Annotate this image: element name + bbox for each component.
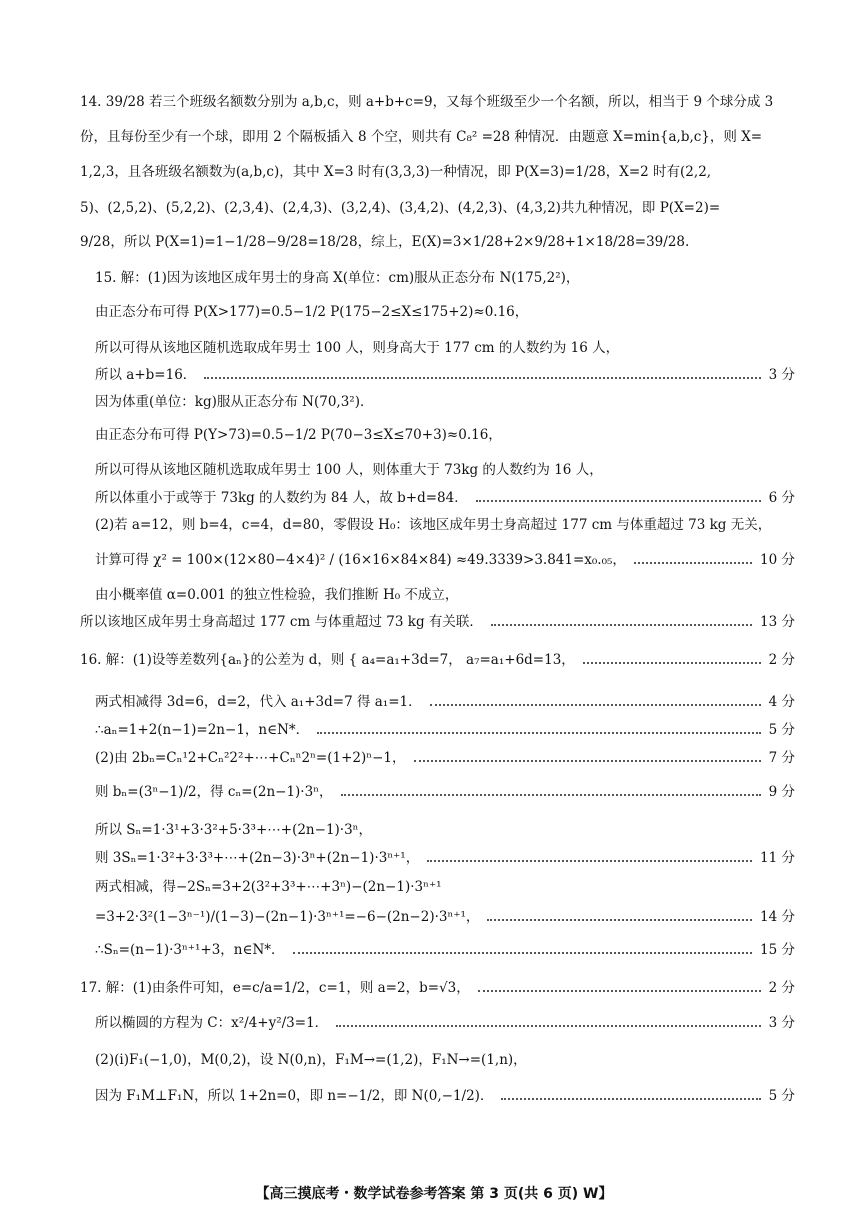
text-line-q14-l5 — [80, 232, 795, 252]
line-text: 两式相减，得−2Sₙ=3+2(3²+3³+⋯+3ⁿ)−(2n−1)·3ⁿ⁺¹ — [95, 879, 442, 895]
line-text: 所以椭圆的方程为 C：x²/4+y²/3=1． — [95, 1015, 329, 1031]
text-line-q16-l2 — [95, 692, 795, 712]
text-line-q15-l6 — [95, 425, 795, 445]
line-text: 计算可得 χ² = 100×(12×80−4×4)² / (16×16×84×84) ≈49.3339>3.841=x₀.₀₅， — [95, 552, 626, 568]
text-line-q16-l6 — [95, 820, 795, 840]
score-label: 7 分 — [768, 750, 795, 766]
line-text: ∴Sₙ=(n−1)·3ⁿ⁺¹+3，n∈N*． — [95, 942, 285, 958]
line-text: 所以 a+b=16． — [95, 367, 197, 383]
line-text: (2)(ⅰ)F₁(−1,0)，M(0,2)，设 N(0,n)，F₁M→=(1,2)，F₁N→=(1,n)， — [95, 1052, 527, 1068]
text-line-q16-l9 — [95, 907, 795, 927]
text-line-q15-l12 — [80, 612, 795, 632]
line-text: 则 3Sₙ=1·3²+3·3³+⋯+(2n−3)·3ⁿ+(2n−1)·3ⁿ⁺¹， — [95, 850, 420, 866]
dot-leader — [414, 760, 761, 762]
line-text: 两式相减得 3d=6，d=2，代入 a₁+3d=7 得 a₁=1． — [95, 694, 422, 710]
line-text: 17. 解：(1)由条件可知，e=c/a=1/2，c=1，则 a=2，b=√3， — [80, 980, 470, 996]
line-text: 5)、(2,5,2)、(5,2,2)、(2,3,4)、(2,4,3)、(3,2,4)、(3,4,2)、(4,2,3)、(4,3,2)共九种情况，即 P(X=2)= — [80, 200, 721, 216]
text-line-q16-l10 — [95, 940, 795, 960]
dot-leader — [341, 794, 761, 796]
text-line-q15-l5 — [95, 392, 795, 412]
line-text: 14. 39/28 若三个班级名额数分别为 a,b,c，则 a+b+c=9，又每个班级至少一个名额，所以，相当于 9 个球分成 3 — [80, 94, 774, 110]
page-footer: 【高三摸底考・数学试卷参考答案 第 3 页(共 6 页) W】 — [255, 1186, 613, 1202]
line-text: 所以该地区成年男士身高超过 177 cm 与体重超过 73 kg 有关联． — [80, 614, 483, 630]
score-label: 15 分 — [760, 942, 795, 958]
line-text: 15. 解：(1)因为该地区成年男士的身高 X(单位：cm)服从正态分布 N(175,2²)， — [95, 270, 580, 286]
text-line-q16-l5 — [95, 782, 795, 802]
dot-leader — [317, 732, 760, 734]
dot-leader — [427, 860, 752, 862]
dot-leader — [634, 562, 752, 564]
dot-leader — [204, 377, 760, 379]
text-line-q16-l3 — [95, 720, 795, 740]
dot-leader — [487, 919, 752, 921]
line-text: 由正态分布可得 P(X>177)=0.5−1/2 P(175−2≤X≤175+2)≈0.16， — [95, 304, 529, 320]
line-text: 所以可得从该地区随机选取成年男士 100 人，则体重大于 73kg 的人数约为 16 人， — [95, 462, 603, 478]
text-line-q17-l3 — [95, 1050, 795, 1070]
line-text: (2)由 2bₙ=Cₙ¹2+Cₙ²2²+⋯+Cₙⁿ2ⁿ=(1+2)ⁿ−1， — [95, 750, 406, 766]
text-line-q15-l3 — [95, 338, 795, 358]
score-label: 2 分 — [768, 980, 795, 996]
score-label: 14 分 — [760, 909, 795, 925]
text-line-q14-l2 — [80, 127, 795, 147]
score-label: 10 分 — [760, 552, 795, 568]
text-line-q14-l4 — [80, 198, 795, 218]
line-text: 由小概率值 α=0.001 的独立性检验，我们推断 H₀ 不成立， — [95, 587, 459, 603]
text-line-q15-l1 — [95, 268, 795, 288]
text-line-q15-l8 — [95, 488, 795, 508]
text-line-q15-l11 — [95, 585, 795, 605]
dot-leader — [476, 500, 761, 502]
dot-leader — [336, 1025, 760, 1027]
dot-leader — [293, 952, 752, 954]
text-line-q16-l7 — [95, 848, 795, 868]
text-line-q14-l3 — [80, 162, 795, 182]
score-label: 5 分 — [768, 1088, 795, 1104]
line-text: 9/28，所以 P(X=1)=1−1/28−9/28=18/28，综上，E(X)=3×1/28+2×9/28+1×18/28=39/28. — [80, 234, 690, 250]
score-label: 4 分 — [768, 694, 795, 710]
dot-leader — [478, 990, 761, 992]
text-line-q14-l1 — [80, 92, 795, 112]
line-text: 所以可得从该地区随机选取成年男士 100 人，则身高大于 177 cm 的人数约为 16 人， — [95, 340, 620, 356]
text-line-q15-l9 — [95, 515, 795, 535]
score-label: 3 分 — [768, 1015, 795, 1031]
text-line-q15-l10 — [95, 550, 795, 570]
line-text: (2)若 a=12，则 b=4，c=4，d=80，零假设 H₀：该地区成年男士身高超过 177 cm 与体重超过 73 kg 无关， — [95, 517, 772, 533]
score-label: 5 分 — [768, 722, 795, 738]
text-line-q17-l1 — [80, 978, 795, 998]
score-label: 11 分 — [760, 850, 795, 866]
score-label: 13 分 — [760, 614, 795, 630]
line-text: ∴aₙ=1+2(n−1)=2n−1，n∈N*． — [95, 722, 310, 738]
score-label: 2 分 — [768, 652, 795, 668]
dot-leader — [583, 662, 761, 664]
text-line-q15-l7 — [95, 460, 795, 480]
line-text: 因为 F₁M⊥F₁N，所以 1+2n=0，即 n=−1/2，即 N(0,−1/2)． — [95, 1088, 494, 1104]
text-line-q17-l2 — [95, 1013, 795, 1033]
dot-leader — [491, 624, 752, 626]
line-text: 因为体重(单位：kg)服从正态分布 N(70,3²)． — [95, 394, 374, 410]
line-text: 所以 Sₙ=1·3¹+3·3²+5·3³+⋯+(2n−1)·3ⁿ， — [95, 822, 373, 838]
line-text: =3+2·3²(1−3ⁿ⁻¹)/(1−3)−(2n−1)·3ⁿ⁺¹=−6−(2n−2)·3ⁿ⁺¹， — [95, 909, 480, 925]
text-line-q16-l8 — [95, 877, 795, 897]
line-text: 份，且每份至少有一个球，即用 2 个隔板插入 8 个空，则共有 C₈² =28 种情况．由题意 X=min{a,b,c}，则 X= — [80, 129, 763, 145]
line-text: 则 bₙ=(3ⁿ−1)/2，得 cₙ=(2n−1)·3ⁿ， — [95, 784, 333, 800]
text-line-q16-l1 — [80, 650, 795, 670]
line-text: 所以体重小于或等于 73kg 的人数约为 84 人，故 b+d=84． — [95, 490, 468, 506]
dot-leader — [501, 1098, 760, 1100]
score-label: 9 分 — [768, 784, 795, 800]
dot-leader — [430, 704, 761, 706]
line-text: 1,2,3，且各班级名额数为(a,b,c)，其中 X=3 时有(3,3,3)一种情况，即 P(X=3)=1/28，X=2 时有(2,2, — [80, 164, 712, 180]
text-line-q17-l4 — [95, 1086, 795, 1106]
score-label: 3 分 — [768, 367, 795, 383]
line-text: 16. 解：(1)设等差数列{aₙ}的公差为 d，则 { a₄=a₁+3d=7， a₇=a₁+6d=13， — [80, 652, 575, 668]
text-line-q15-l2 — [95, 302, 795, 322]
text-line-q16-l4 — [95, 748, 795, 768]
score-label: 6 分 — [768, 490, 795, 506]
text-line-q15-l4 — [95, 365, 795, 385]
line-text: 由正态分布可得 P(Y>73)=0.5−1/2 P(70−3≤X≤70+3)≈0.16， — [95, 427, 502, 443]
